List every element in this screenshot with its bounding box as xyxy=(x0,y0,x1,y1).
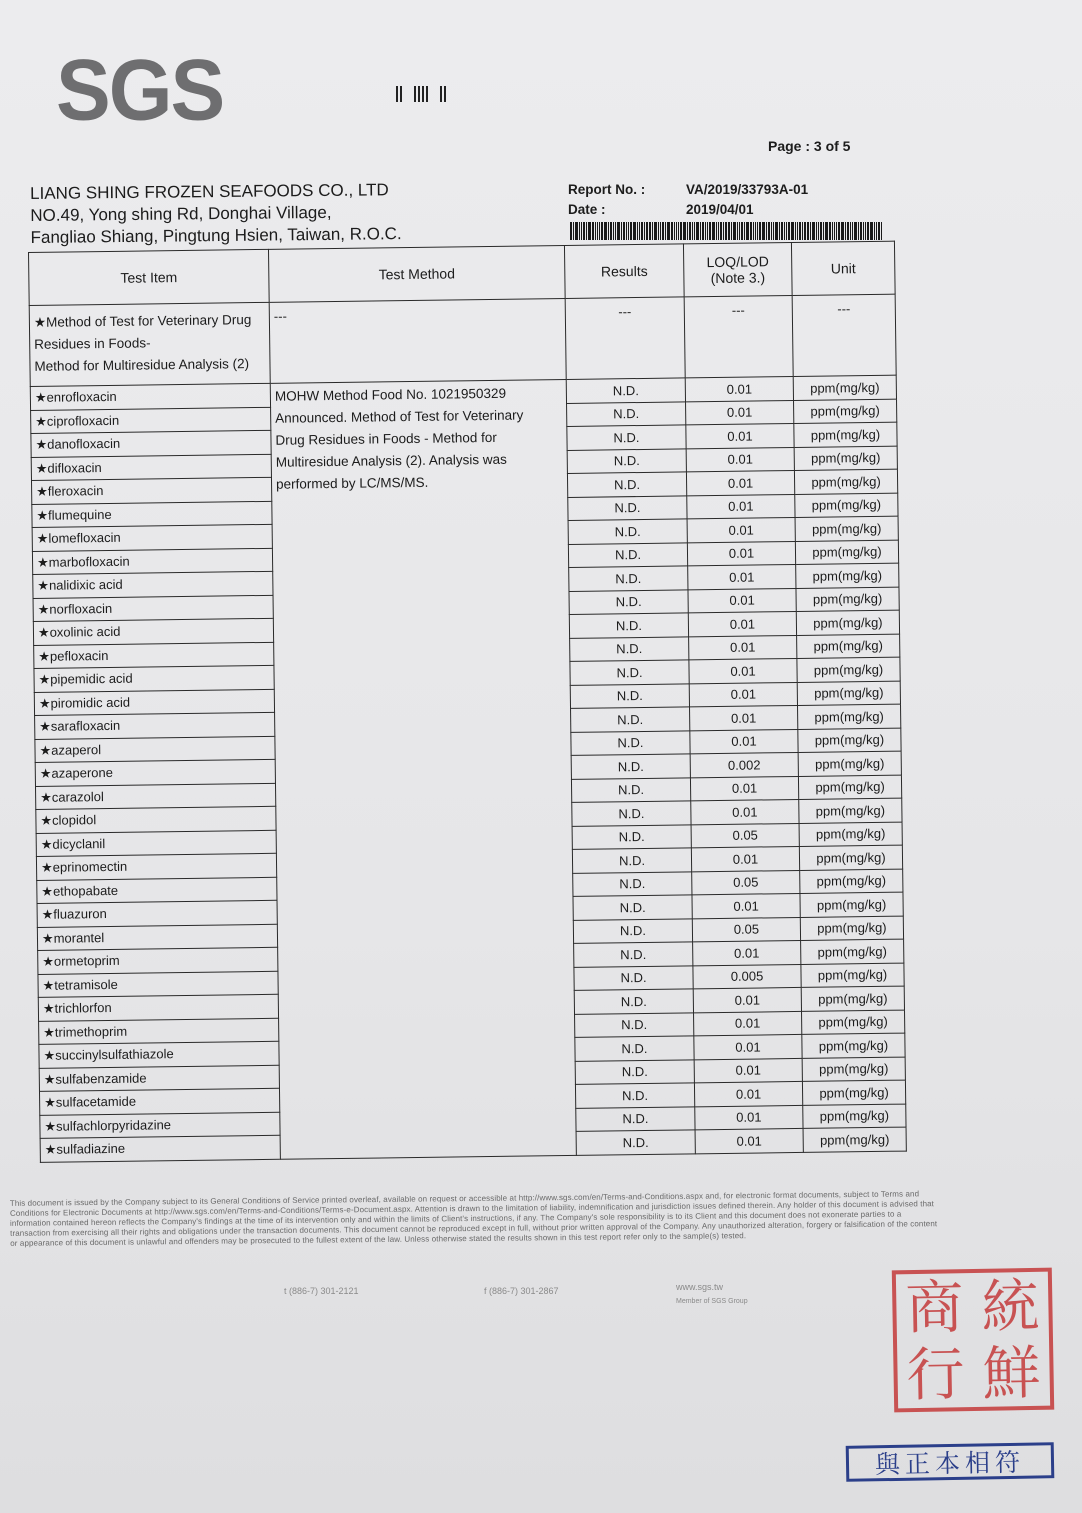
barcode-bar xyxy=(865,222,866,240)
loq-value: 0.01 xyxy=(687,541,795,566)
barcode-bar xyxy=(592,222,594,240)
loq-value: 0.01 xyxy=(688,611,796,636)
seal-char: 行 xyxy=(905,1339,966,1409)
loq-value: 0.01 xyxy=(694,1081,802,1106)
barcode-bar xyxy=(746,222,749,240)
date-label: Date : xyxy=(568,202,606,217)
unit-value: ppm(mg/kg) xyxy=(803,1104,906,1129)
analyte-name: ★fluazuron xyxy=(37,900,277,927)
loq-value: 0.01 xyxy=(685,376,793,401)
barcode-bar xyxy=(823,222,824,240)
barcode-bar xyxy=(812,222,815,240)
barcode-bar xyxy=(660,222,661,240)
analyte-name: ★carazolol xyxy=(35,783,275,810)
test-method-description xyxy=(270,379,576,1158)
intro-loq-cell: --- xyxy=(684,296,793,378)
unit-value: ppm(mg/kg) xyxy=(799,845,902,870)
barcode-bar xyxy=(586,222,587,240)
barcode-bar xyxy=(728,222,730,240)
loq-value: 0.01 xyxy=(686,470,794,495)
loq-value: 0.01 xyxy=(687,494,795,519)
result-value: N.D. xyxy=(568,495,687,520)
sgs-logo: SGS xyxy=(56,42,224,139)
loq-value: 0.01 xyxy=(686,447,794,472)
barcode-bar xyxy=(680,222,682,240)
barcode-bar xyxy=(604,222,607,240)
loq-value: 0.01 xyxy=(688,588,796,613)
barcode-bar xyxy=(707,222,708,240)
results-table xyxy=(28,241,907,1163)
unit-value: ppm(mg/kg) xyxy=(795,493,898,518)
result-value: N.D. xyxy=(569,566,688,591)
barcode-bar xyxy=(702,222,704,240)
header-unit: Unit xyxy=(791,241,895,295)
barcode-bar xyxy=(766,222,767,240)
analyte-name: ★pefloxacin xyxy=(34,642,274,669)
barcode-bar xyxy=(630,222,632,240)
analyte-name: ★ormetoprim xyxy=(38,947,278,974)
barcode-bar xyxy=(626,222,627,240)
barcode-bar xyxy=(733,222,736,240)
analyte-name: ★dicyclanil xyxy=(36,830,276,857)
barcode-bar xyxy=(739,222,740,240)
analyte-name: ★flumequine xyxy=(32,501,272,528)
unit-value: ppm(mg/kg) xyxy=(801,939,904,964)
result-value: N.D. xyxy=(575,1083,694,1108)
barcode-bar xyxy=(709,222,711,240)
result-value: N.D. xyxy=(574,965,693,990)
method-title-line: ★Method of Test for Veterinary Drug xyxy=(33,312,252,330)
phone-number: t (886-7) 301-2121 xyxy=(284,1286,359,1296)
barcode-bar xyxy=(788,222,790,240)
barcode-bar xyxy=(705,222,706,240)
barcode-bar xyxy=(617,222,620,240)
analyte-name: ★sarafloxacin xyxy=(35,712,275,739)
barcode-bar xyxy=(838,222,840,240)
page-number: Page : 3 of 5 xyxy=(768,138,851,154)
loq-value: 0.01 xyxy=(688,564,796,589)
barcode-bar xyxy=(876,222,877,240)
result-value: N.D. xyxy=(571,754,690,779)
barcode-bar xyxy=(832,222,833,240)
barcode-bar xyxy=(613,222,614,240)
seal-char: 鮮 xyxy=(981,1338,1042,1408)
header-test-method: Test Method xyxy=(268,245,565,302)
analyte-name: ★oxolinic acid xyxy=(33,618,273,645)
barcode-bar xyxy=(654,222,657,240)
analyte-name: ★sulfadiazine xyxy=(40,1135,280,1162)
result-value: N.D. xyxy=(574,942,693,967)
barcode-bar xyxy=(860,222,862,240)
barcode-bar xyxy=(615,222,616,240)
report-no-label: Report No. : xyxy=(568,182,646,197)
method-line: performed by LC/MS/MS. xyxy=(275,474,429,492)
unit-value: ppm(mg/kg) xyxy=(796,587,899,612)
barcode-bar xyxy=(583,222,585,240)
barcode-bar xyxy=(852,222,853,240)
barcode-bar xyxy=(847,222,849,240)
barcode-bar xyxy=(671,222,673,240)
result-value: N.D. xyxy=(573,895,692,920)
result-value: N.D. xyxy=(576,1106,695,1131)
method-title xyxy=(29,302,270,386)
analyte-name: ★difloxacin xyxy=(31,454,271,481)
analyte-name: ★succinylsulfathiazole xyxy=(39,1041,279,1068)
method-title-line: Method for Multiresidue Analysis (2) xyxy=(34,356,250,374)
barcode-bar xyxy=(845,222,846,240)
analyte-name: ★danofloxacin xyxy=(31,430,271,457)
loq-value: 0.01 xyxy=(695,1105,803,1130)
barcode-bar xyxy=(725,222,727,240)
result-value: N.D. xyxy=(572,801,691,826)
barcode-bar xyxy=(646,222,648,240)
method-title-line: Residues in Foods- xyxy=(34,335,151,352)
barcode-bar xyxy=(665,222,666,240)
barcode-bar xyxy=(786,222,787,240)
loq-value: 0.01 xyxy=(694,1058,802,1083)
barcode-bar xyxy=(759,222,761,240)
unit-value: ppm(mg/kg) xyxy=(798,704,901,729)
loq-value: 0.01 xyxy=(689,635,797,660)
analyte-name: ★trimethoprim xyxy=(39,1018,279,1045)
loq-value: 0.01 xyxy=(694,1011,802,1036)
barcode-bar xyxy=(802,222,803,240)
member-note: Member of SGS Group xyxy=(676,1298,748,1305)
result-value: N.D. xyxy=(569,613,688,638)
result-value: N.D. xyxy=(568,542,687,567)
result-value: N.D. xyxy=(567,425,686,450)
unit-value: ppm(mg/kg) xyxy=(798,728,901,753)
seal-char: 統 xyxy=(980,1271,1040,1341)
seal-char: 商 xyxy=(904,1272,965,1342)
barcode-bar xyxy=(588,222,591,240)
barcode-bar xyxy=(863,222,864,240)
barcode-bar xyxy=(768,222,770,240)
barcode-bar xyxy=(773,222,774,240)
intro-unit-cell: --- xyxy=(792,294,896,376)
barcode-bar xyxy=(779,222,780,240)
loq-value: 0.01 xyxy=(686,400,794,425)
barcode-bar xyxy=(570,222,572,240)
loq-value: 0.01 xyxy=(690,705,798,730)
analyte-name: ★azaperol xyxy=(35,736,275,763)
barcode-bar xyxy=(652,222,653,240)
barcode-bar xyxy=(816,222,817,240)
barcode-bar xyxy=(804,222,806,240)
unit-value: ppm(mg/kg) xyxy=(799,822,902,847)
barcode-bar xyxy=(712,222,715,240)
result-value: N.D. xyxy=(567,401,686,426)
loq-value: 0.01 xyxy=(695,1128,803,1153)
barcode-bar xyxy=(737,222,738,240)
barcode-bar xyxy=(597,222,598,240)
barcode-bar xyxy=(716,222,717,240)
barcode-bar xyxy=(623,222,625,240)
loq-value: 0.01 xyxy=(693,987,801,1012)
barcode-bar xyxy=(676,222,677,240)
analyte-name: ★tetramisole xyxy=(38,971,278,998)
unit-value: ppm(mg/kg) xyxy=(796,610,899,635)
analyte-name: ★sulfacetamide xyxy=(39,1088,279,1115)
loq-value: 0.01 xyxy=(691,799,799,824)
barcode-bar xyxy=(731,222,732,240)
report-no-value: VA/2019/33793A-01 xyxy=(686,182,809,197)
analyte-name: ★trichlorfon xyxy=(38,994,278,1021)
company-line: NO.49, Yong shing Rd, Donghai Village, xyxy=(30,202,332,225)
barcode-bar xyxy=(781,222,783,240)
method-title-row xyxy=(29,294,896,386)
barcode-bar xyxy=(644,222,645,240)
unit-value: ppm(mg/kg) xyxy=(802,1080,905,1105)
loq-value: 0.01 xyxy=(689,658,797,683)
barcode-bar xyxy=(667,222,670,240)
barcode-bar xyxy=(771,222,772,240)
barcode-bar xyxy=(836,222,837,240)
barcode-bar xyxy=(867,222,869,240)
barcode-bar xyxy=(601,222,603,240)
analyte-name: ★clopidol xyxy=(36,806,276,833)
analyte-name: ★sulfabenzamide xyxy=(39,1065,279,1092)
loq-value: 0.01 xyxy=(691,846,799,871)
result-value: N.D. xyxy=(572,848,691,873)
unit-value: ppm(mg/kg) xyxy=(793,375,896,400)
loq-value: 0.05 xyxy=(691,823,799,848)
header-loq-label: LOQ/LOD xyxy=(706,253,769,271)
barcode-bar xyxy=(784,222,785,240)
barcode-bar xyxy=(829,222,831,240)
company-line: LIANG SHING FROZEN SEAFOODS CO., LTD xyxy=(30,180,389,203)
unit-value: ppm(mg/kg) xyxy=(801,986,904,1011)
barcode-bar xyxy=(881,222,882,240)
barcode-bar xyxy=(689,222,691,240)
website: www.sgs.tw xyxy=(676,1282,724,1292)
result-value: N.D. xyxy=(574,989,693,1014)
barcode-bar xyxy=(573,222,574,240)
analyte-name: ★morantel xyxy=(37,924,277,951)
barcode-bar xyxy=(599,222,600,240)
barcode-bar xyxy=(628,222,629,240)
loq-value: 0.01 xyxy=(692,893,800,918)
barcode-bar xyxy=(797,222,798,240)
result-value: N.D. xyxy=(570,636,689,661)
barcode-bar xyxy=(750,222,752,240)
loq-value: 0.01 xyxy=(693,940,801,965)
barcode-bar xyxy=(581,222,582,240)
analyte-rows xyxy=(30,375,906,1162)
unit-value: ppm(mg/kg) xyxy=(802,1033,905,1058)
barcode-bar xyxy=(678,222,679,240)
analyte-name: ★sulfachlorpyridazine xyxy=(40,1112,280,1139)
analyte-name: ★nalidixic acid xyxy=(33,571,273,598)
unit-value: ppm(mg/kg) xyxy=(794,399,897,424)
barcode-bar xyxy=(762,222,765,240)
result-value: N.D. xyxy=(567,448,686,473)
company-line: Fangliao Shiang, Pingtung Hsien, Taiwan, R.O.C. xyxy=(30,224,402,247)
barcode-bar xyxy=(834,222,835,240)
result-value: N.D. xyxy=(575,1059,694,1084)
unit-value: ppm(mg/kg) xyxy=(802,1057,905,1082)
unit-value: ppm(mg/kg) xyxy=(800,916,903,941)
unit-value: ppm(mg/kg) xyxy=(794,422,897,447)
barcode-bar xyxy=(820,222,822,240)
barcode-bar xyxy=(807,222,809,240)
analyte-name: ★norfloxacin xyxy=(33,595,273,622)
barcode-bar xyxy=(841,222,844,240)
analyte-name: ★pipemidic acid xyxy=(34,665,274,692)
loq-value: 0.05 xyxy=(692,870,800,895)
header-loq-note: (Note 3.) xyxy=(710,269,766,287)
barcode-bar xyxy=(744,222,745,240)
small-barcode xyxy=(396,86,446,102)
barcode-bar xyxy=(718,222,719,240)
barcode-bar xyxy=(775,222,778,240)
barcode-bar xyxy=(753,222,754,240)
report-barcode xyxy=(570,222,886,240)
barcode-bar xyxy=(757,222,758,240)
loq-value: 0.01 xyxy=(690,776,798,801)
loq-value: 0.002 xyxy=(690,752,798,777)
unit-value: ppm(mg/kg) xyxy=(797,657,900,682)
result-value: N.D. xyxy=(575,1012,694,1037)
method-line: MOHW Method Food No. 1021950329 xyxy=(274,385,507,404)
barcode-bar xyxy=(595,222,596,240)
barcode-bar xyxy=(641,222,643,240)
company-address xyxy=(30,179,402,249)
barcode-bar xyxy=(694,222,695,240)
loq-value: 0.05 xyxy=(692,917,800,942)
result-value: N.D. xyxy=(569,589,688,614)
barcode-bar xyxy=(674,222,675,240)
barcode-bar xyxy=(658,222,659,240)
certified-copy-stamp: 與正本相符 xyxy=(846,1442,1055,1482)
unit-value: ppm(mg/kg) xyxy=(799,798,902,823)
unit-value: ppm(mg/kg) xyxy=(800,892,903,917)
analyte-name: ★marbofloxacin xyxy=(32,548,272,575)
analyte-name: ★eprinomectin xyxy=(36,853,276,880)
header-test-item: Test Item xyxy=(29,249,270,305)
barcode-bar xyxy=(810,222,811,240)
barcode-bar xyxy=(575,222,578,240)
barcode-bar xyxy=(633,222,636,240)
method-line: Multiresidue Analysis (2). Analysis was xyxy=(275,451,507,470)
unit-value: ppm(mg/kg) xyxy=(797,634,900,659)
unit-value: ppm(mg/kg) xyxy=(801,963,904,988)
loq-value: 0.005 xyxy=(693,964,801,989)
analyte-name: ★piromidic acid xyxy=(34,689,274,716)
loq-value: 0.01 xyxy=(686,423,794,448)
unit-value: ppm(mg/kg) xyxy=(798,751,901,776)
barcode-bar xyxy=(858,222,859,240)
loq-value: 0.01 xyxy=(694,1034,802,1059)
unit-value: ppm(mg/kg) xyxy=(802,1010,905,1035)
barcode-bar xyxy=(700,222,701,240)
barcode-bar xyxy=(579,222,580,240)
barcode-bar xyxy=(610,222,612,240)
intro-result-cell: --- xyxy=(565,297,685,380)
result-value: N.D. xyxy=(573,918,692,943)
method-line: Announced. Method of Test for Veterinary xyxy=(275,407,524,426)
loq-value: 0.01 xyxy=(690,729,798,754)
unit-value: ppm(mg/kg) xyxy=(797,681,900,706)
fax-number: f (886-7) 301-2867 xyxy=(484,1286,559,1296)
barcode-bar xyxy=(854,222,857,240)
result-value: N.D. xyxy=(567,472,686,497)
barcode-bar xyxy=(818,222,819,240)
unit-value: ppm(mg/kg) xyxy=(795,516,898,541)
report-info xyxy=(568,180,808,220)
result-value: N.D. xyxy=(570,660,689,685)
intro-method-cell: --- xyxy=(269,298,566,383)
barcode-bar xyxy=(850,222,851,240)
barcode-bar xyxy=(870,222,873,240)
analyte-name: ★azaperone xyxy=(35,759,275,786)
barcode-bar xyxy=(755,222,756,240)
barcode-bar xyxy=(795,222,796,240)
barcode-bar xyxy=(649,222,651,240)
loq-value: 0.01 xyxy=(687,517,795,542)
barcode-bar xyxy=(683,222,686,240)
header-results: Results xyxy=(564,244,684,299)
unit-value: ppm(mg/kg) xyxy=(803,1127,906,1152)
barcode-bar xyxy=(878,222,880,240)
analyte-name: ★lomefloxacin xyxy=(32,524,272,551)
method-line: Drug Residues in Foods - Method for xyxy=(275,429,497,448)
result-value: N.D. xyxy=(566,378,685,403)
barcode-bar xyxy=(608,222,609,240)
result-value: N.D. xyxy=(571,777,690,802)
barcode-bar xyxy=(825,222,828,240)
unit-value: ppm(mg/kg) xyxy=(794,446,897,471)
unit-value: ppm(mg/kg) xyxy=(798,775,901,800)
header-loq xyxy=(683,243,792,297)
result-value: N.D. xyxy=(575,1036,694,1061)
barcode-bar xyxy=(741,222,743,240)
date-value: 2019/04/01 xyxy=(686,202,754,217)
barcode-bar xyxy=(799,222,801,240)
analyte-name: ★ethopabate xyxy=(37,877,277,904)
result-value: N.D. xyxy=(572,824,691,849)
barcode-bar xyxy=(791,222,794,240)
unit-value: ppm(mg/kg) xyxy=(800,869,903,894)
unit-value: ppm(mg/kg) xyxy=(794,469,897,494)
result-value: N.D. xyxy=(568,519,687,544)
fine-print: This document is issued by the Company subject to its General Conditions of Service printed overleaf, available on request or accessible at http://www.sgs.com/en/Terms-and-Conditions.aspx and, for electronic format documents, subject to Terms and Conditions for Electronic Documents at http://www.sgs.com/en/Terms-and-Conditions/Terms-e-Document.aspx. Attention is drawn to the limitation of liability, indemnification and jurisdiction issues defined therein. Any holder of this document is advised that information contained hereon reflects the Company's findings at the time of its intervention only and within the limits of Client's instructions, if any. The Company's sole responsibility is to its Client and this document does not exonerate parties to a transaction from exercising all their rights and obligations under the transaction documents. This document cannot be reproduced except in full, without prior written approval of the Company. Any unauthorized alteration, forgery or falsification of the content or appearance of this document is unlawful and offenders may be prosecuted to the fullest extent of the law. Unless otherwise stated the results shown in this test report refer only to the sample(s) tested. xyxy=(9,1189,938,1248)
barcode-bar xyxy=(621,222,622,240)
result-value: N.D. xyxy=(573,871,692,896)
barcode-bar xyxy=(639,222,640,240)
barcode-bar xyxy=(692,222,693,240)
barcode-bar xyxy=(720,222,722,240)
analyte-name: ★ciprofloxacin xyxy=(31,407,271,434)
barcode-bar xyxy=(696,222,699,240)
barcode-bar xyxy=(662,222,664,240)
barcode-bar xyxy=(637,222,638,240)
red-company-seal xyxy=(892,1268,1054,1413)
barcode-bar xyxy=(723,222,724,240)
loq-value: 0.01 xyxy=(689,682,797,707)
result-value: N.D. xyxy=(576,1130,695,1155)
unit-value: ppm(mg/kg) xyxy=(795,540,898,565)
unit-value: ppm(mg/kg) xyxy=(796,563,899,588)
result-value: N.D. xyxy=(571,730,690,755)
barcode-bar xyxy=(874,222,875,240)
result-value: N.D. xyxy=(571,707,690,732)
analyte-name: ★fleroxacin xyxy=(31,477,271,504)
result-value: N.D. xyxy=(570,683,689,708)
analyte-name: ★enrofloxacin xyxy=(30,383,270,410)
barcode-bar xyxy=(687,222,688,240)
